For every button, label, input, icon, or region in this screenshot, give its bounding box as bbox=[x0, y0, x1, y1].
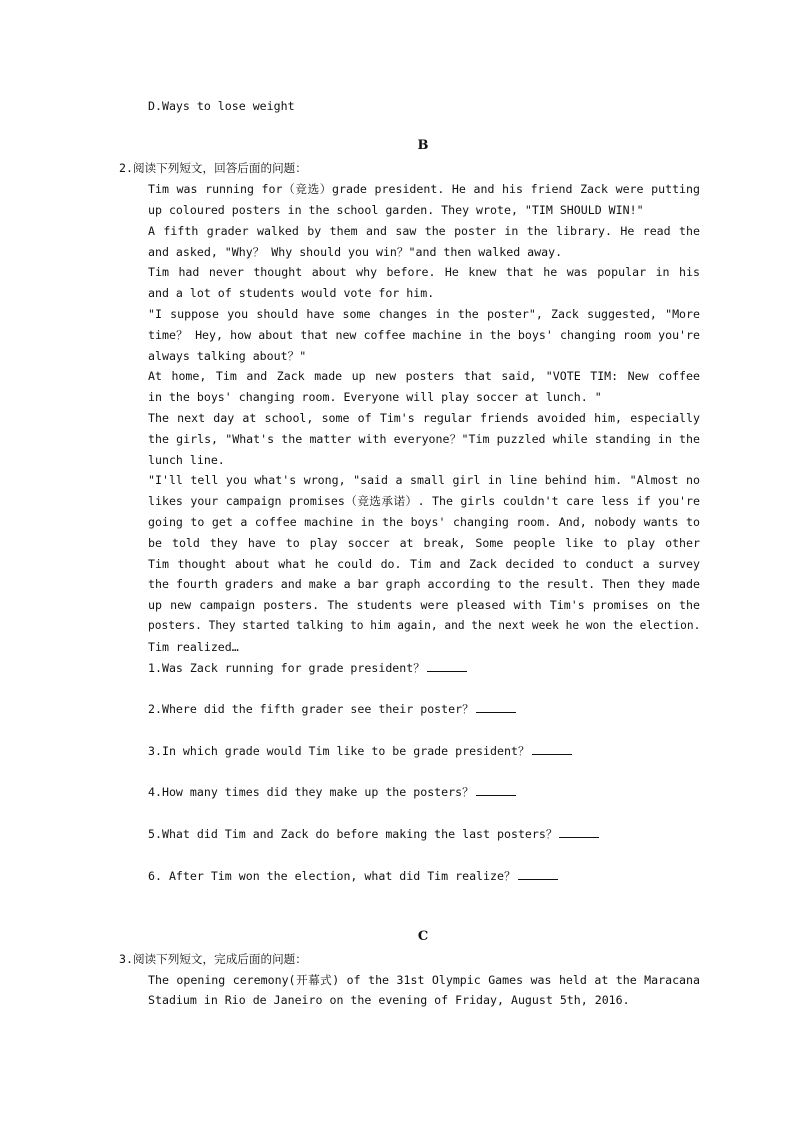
passage-line: The opening ceremony(开幕式) of the 31st Olympic Games was held at the Maracana bbox=[148, 973, 700, 987]
answer-blank[interactable] bbox=[559, 827, 599, 838]
passage-line: time？ Hey, how about that new coffee machine in the boys' changing room you're bbox=[148, 328, 700, 342]
section-c-heading: C bbox=[417, 929, 429, 944]
question-text: 1.Was Zack running for grade president？ bbox=[148, 661, 425, 675]
passage-line: "I suppose you should have some changes in the poster", Zack suggested, "More bbox=[148, 307, 700, 321]
question-text: 4.How many times did they make up the posters？ bbox=[148, 785, 474, 799]
passage-line: Tim had never thought about why before. He knew that he was popular in his bbox=[148, 265, 700, 279]
section-b-heading: B bbox=[417, 138, 429, 153]
answer-blank[interactable] bbox=[532, 744, 572, 755]
passage-line: Tim realized… bbox=[148, 640, 239, 654]
passage-line: "I'll tell you what's wrong, "said a small girl in line behind him. "Almost no bbox=[148, 473, 700, 487]
passage-line: up coloured posters in the school garden. They wrote, "TIM SHOULD WIN!" bbox=[148, 203, 644, 217]
passage-line: At home, Tim and Zack made up new posters that said, "VOTE TIM: New coffee bbox=[148, 369, 700, 383]
passage-line: up new campaign posters. The students were pleased with Tim's promises on the bbox=[148, 598, 700, 612]
question-2 bbox=[148, 702, 700, 716]
passage-line: The next day at school, some of Tim's regular friends avoided him, especially bbox=[148, 411, 700, 425]
passage-line: going to get a coffee machine in the boys' changing room. And, nobody wants to bbox=[148, 515, 700, 529]
answer-blank[interactable] bbox=[476, 785, 516, 796]
question-1 bbox=[148, 661, 700, 675]
passage-line: the fourth graders and make a bar graph according to the result. Then they made bbox=[148, 577, 700, 591]
question-text: 3.In which grade would Tim like to be grade president？ bbox=[148, 744, 530, 758]
passage-line: Tim thought about what he could do. Tim and Zack decided to conduct a survey bbox=[148, 557, 700, 571]
answer-blank[interactable] bbox=[427, 661, 467, 672]
answer-blank[interactable] bbox=[518, 869, 558, 880]
previous-option-d: D.Ways to lose weight bbox=[148, 99, 295, 113]
passage-line: lunch line. bbox=[148, 453, 225, 467]
passage-line: and a lot of students would vote for him. bbox=[148, 286, 435, 300]
passage-line: Stadium in Rio de Janeiro on the evening of Friday, August 5th, 2016. bbox=[148, 993, 630, 1007]
passage-line: Tim was running for（竞选）grade president. He and his friend Zack were putting bbox=[148, 182, 700, 196]
question-6 bbox=[148, 869, 700, 883]
passage-line: and asked, "Why？ Why should you win？"and then walked away. bbox=[148, 245, 563, 259]
question-3 bbox=[148, 744, 700, 758]
passage-line: always talking about？" bbox=[148, 349, 307, 363]
question-text: 5.What did Tim and Zack do before making the last posters？ bbox=[148, 827, 558, 841]
question-text: 2.Where did the fifth grader see their poster？ bbox=[148, 702, 474, 716]
question-5 bbox=[148, 827, 700, 841]
passage-line: in the boys' changing room. Everyone will play soccer at lunch. " bbox=[148, 390, 602, 404]
passage-line: be told they have to play soccer at break, Some people like to play other bbox=[148, 536, 700, 550]
question-4 bbox=[148, 785, 700, 799]
section-c-instruction: 3.阅读下列短文，完成后面的问题： bbox=[119, 952, 307, 966]
question-text: 6. After Tim won the election, what did Tim realize？ bbox=[148, 869, 516, 883]
passage-line: posters. They started talking to him again, and the next week he won the election. bbox=[148, 619, 701, 632]
passage-line: likes your campaign promises（竞选承诺）. The girls couldn't care less if you're bbox=[148, 494, 700, 508]
answer-blank[interactable] bbox=[476, 702, 516, 713]
passage-line: A fifth grader walked by them and saw the poster in the library. He read the bbox=[148, 224, 700, 238]
passage-line: the girls, "What's the matter with everyone？"Tim puzzled while standing in the bbox=[148, 432, 700, 446]
section-b-instruction: 2.阅读下列短文，回答后面的问题： bbox=[119, 161, 307, 175]
